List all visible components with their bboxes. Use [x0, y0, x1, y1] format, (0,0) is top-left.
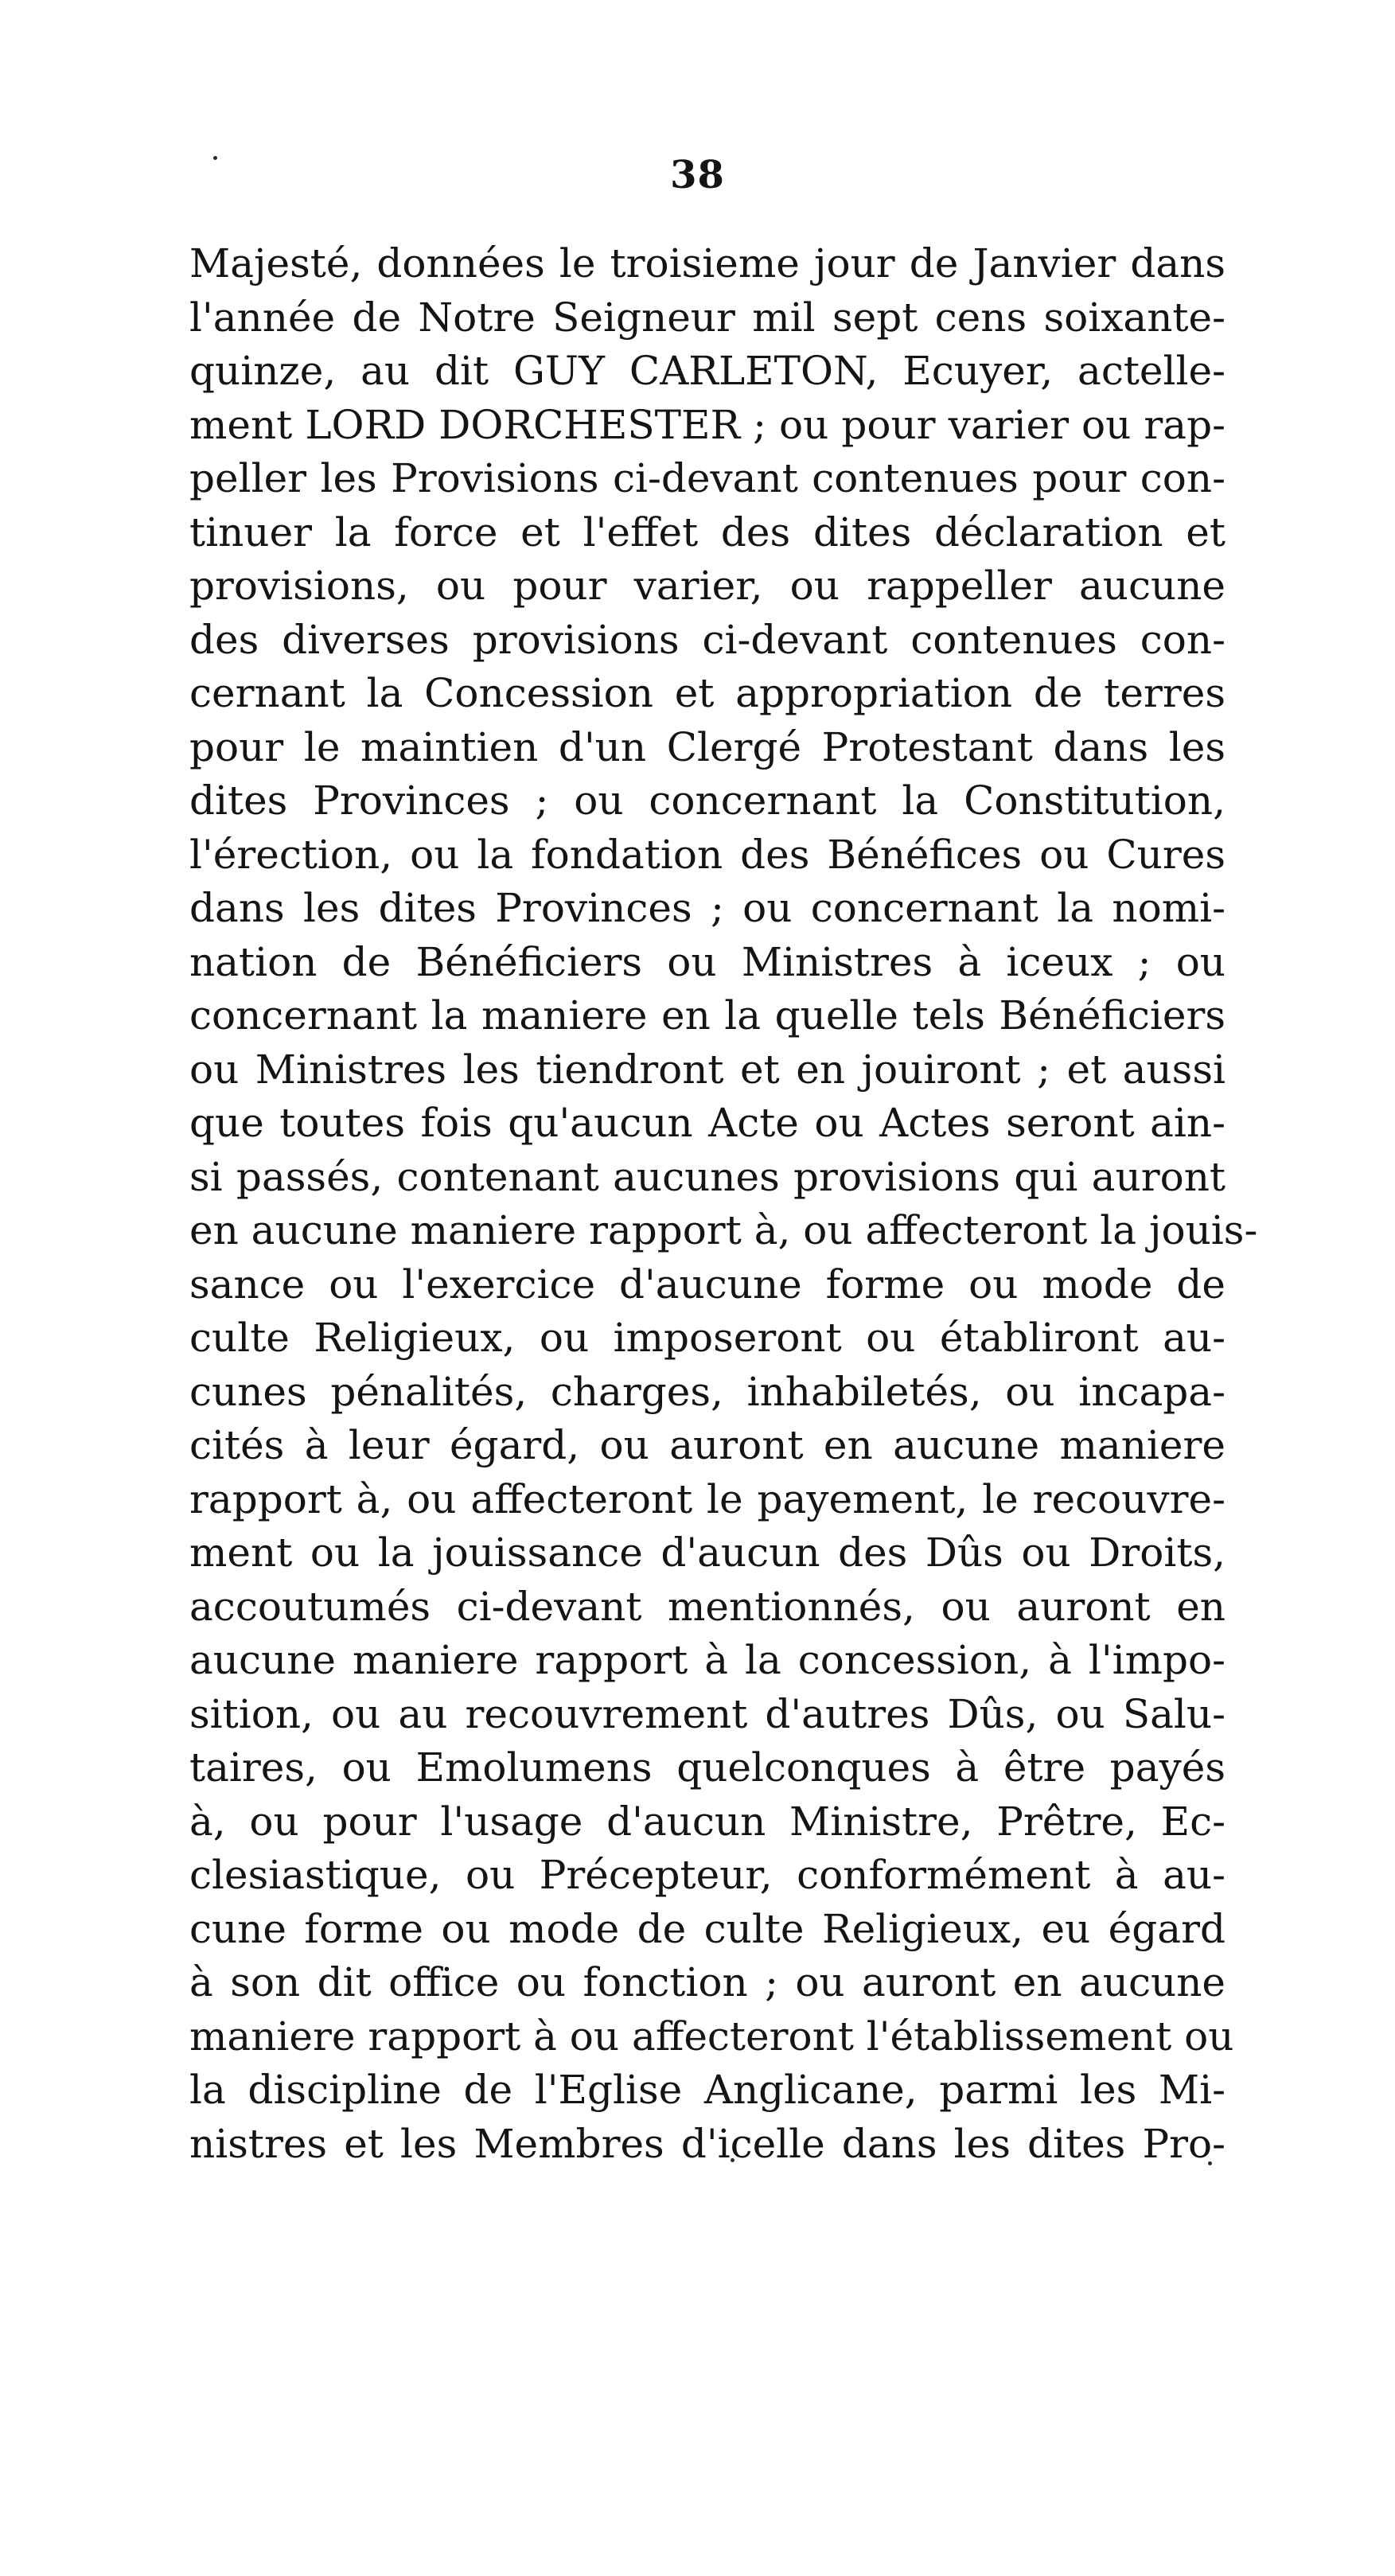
body-text	[189, 237, 1258, 2171]
text-line: ment ou la jouissance d'aucun des Dûs ou Droits,	[189, 1530, 1225, 1576]
text-line: en aucune maniere rapport à, ou affecteront la jouis-	[189, 1207, 1258, 1253]
text-line: culte Religieux, ou imposeront ou établiront au-	[189, 1315, 1225, 1361]
text-line: accoutumés ci-devant mentionnés, ou auront en	[189, 1583, 1225, 1630]
text-line: pour le maintien d'un Clergé Protestant dans les	[189, 723, 1225, 770]
text-line: provisions, ou pour varier, ou rappeller aucune	[189, 563, 1225, 609]
text-line: quinze, au dit GUY CARLETON, Ecuyer, actelle-	[189, 348, 1225, 394]
text-line: cités à leur égard, ou auront en aucune maniere	[189, 1422, 1225, 1468]
text-line: cune forme ou mode de culte Religieux, eu égard	[189, 1905, 1225, 1952]
text-line: ment LORD DORCHESTER ; ou pour varier ou rap-	[189, 401, 1225, 448]
text-line: Majesté, données le troisieme jour de Janvier dans	[189, 240, 1225, 286]
text-line: cernant la Concession et appropriation de terres	[189, 670, 1225, 716]
text-line: à, ou pour l'usage d'aucun Ministre, Prêtre, Ec-	[189, 1798, 1225, 1845]
text-line: rapport à, ou affecteront le payement, le recouvre-	[189, 1475, 1225, 1522]
text-line: cunes pénalités, charges, inhabiletés, ou incapa-	[189, 1368, 1225, 1415]
text-line: des diverses provisions ci-devant contenues con-	[189, 616, 1225, 663]
text-line: tinuer la force et l'effet des dites déclaration et	[189, 509, 1225, 555]
page-number: 38	[670, 153, 725, 197]
text-line: clesiastique, ou Précepteur, conformément à au-	[189, 1852, 1225, 1898]
text-line: à son dit office ou fonction ; ou auront en aucune	[189, 1959, 1225, 2005]
text-line: que toutes fois qu'aucun Acte ou Actes seront ain-	[189, 1100, 1225, 1146]
text-line: si passés, contenant aucunes provisions qui auront	[189, 1153, 1225, 1200]
text-line: maniere rapport à ou affecteront l'établissement ou	[189, 2013, 1234, 2060]
text-line: la discipline de l'Eglise Anglicane, parmi les Mi-	[189, 2067, 1225, 2113]
text-line: aucune maniere rapport à la concession, à l'impo-	[189, 1637, 1225, 1683]
text-line: l'année de Notre Seigneur mil sept cens soixante-	[189, 294, 1225, 341]
text-line: sition, ou au recouvrement d'autres Dûs, ou Salu-	[189, 1690, 1225, 1737]
text-line: l'érection, ou la fondation des Bénéfices ou Cures	[189, 831, 1225, 878]
text-line: dites Provinces ; ou concernant la Constitution,	[189, 777, 1225, 824]
text-line: peller les Provisions ci-devant contenues pour con-	[189, 455, 1225, 501]
text-line: ou Ministres les tiendront et en jouiront ; et aussi	[189, 1046, 1225, 1093]
text-line: sance ou l'exercice d'aucune forme ou mode de	[189, 1261, 1225, 1307]
text-line: nation de Bénéficiers ou Ministres à iceux ; ou	[189, 938, 1225, 985]
text-line: dans les dites Provinces ; ou concernant la nomi-	[189, 885, 1225, 931]
text-line: taires, ou Emolumens quelconques à être payés	[189, 1744, 1225, 1791]
text-line: nistres et les Membres d'icelle dans les dites Pro-	[189, 2120, 1225, 2167]
text-line: concernant la maniere en la quelle tels Bénéficiers	[189, 992, 1225, 1039]
